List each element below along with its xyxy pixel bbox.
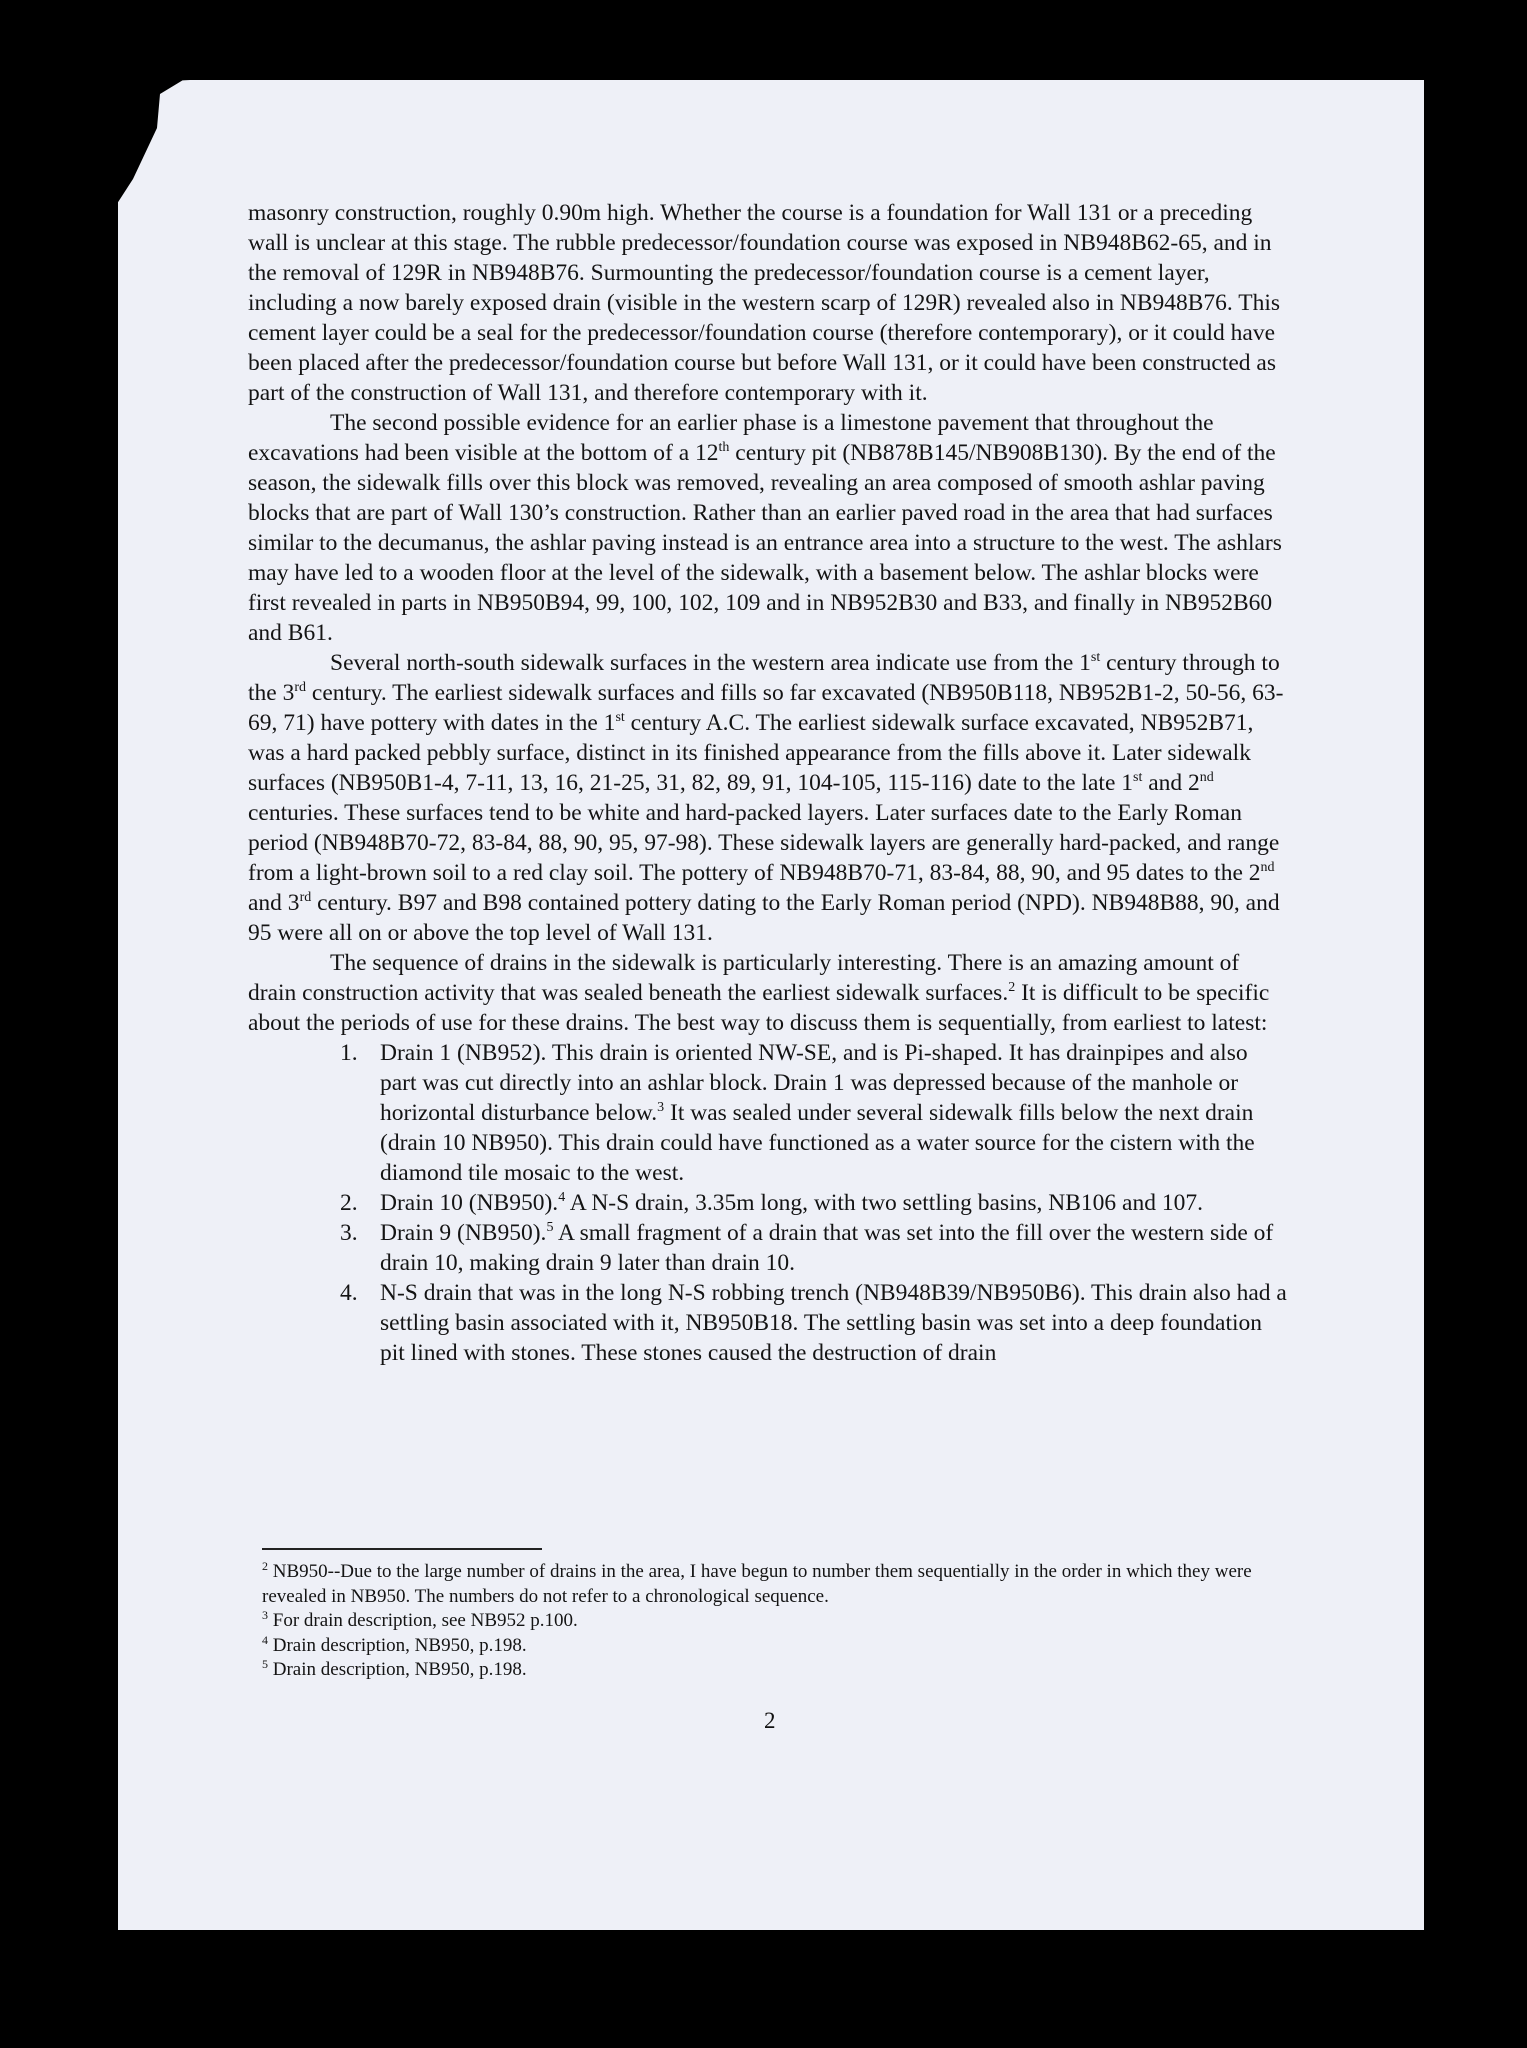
footnotes	[262, 1560, 1282, 1683]
paragraph-2: The second possible evidence for an earlier phase is a limestone pavement that throughout the excavations had been visible at the bottom of a 12th century pit (NB878B145/NB908B130). By the end of the season, the sidewalk fills over this block was removed, revealing an area composed of smooth ashlar paving blocks that are part of Wall 130’s construction. Rather than an earlier paved road in the area that had surfaces similar to the decumanus, the ashlar paving instead is an entrance area into a structure to the west. The ashlars may have led to a wooden floor at the level of the sidewalk, with a basement below. The ashlar blocks were first revealed in parts in NB950B94, 99, 100, 102, 109 and in NB952B30 and B33, and finally in NB952B60 and B61.	[248, 410, 1282, 646]
page-number: 2	[764, 1708, 776, 1733]
list-item: 1. Drain 1 (NB952). This drain is oriented NW-SE, and is Pi-shaped. It has drainpipes and also part was cut directly into an ashlar block. Drain 1 was depressed because of the manhole or horizontal disturbance below.$^3$ It was sealed under several sidewalk fills below the next drain (drain 10 NB950). This drain could have functioned as a water source for the cistern with the diamond tile mosaic to the west.	[340, 1040, 1255, 1186]
footnote: $^3$ For drain description, see NB952 p.100.	[262, 1608, 578, 1631]
paragraph-1: masonry construction, roughly 0.90m high. Whether the course is a foundation for Wall 131 or a preceding wall is unclear at this stage. The rubble predecessor/foundation course was exposed in NB948B62-65, and in the removal of 129R in NB948B76. Surmounting the predecessor/foundation course is a cement layer, including a now barely exposed drain (visible in the western scarp of 129R) revealed also in NB948B76. This cement layer could be a seal for the predecessor/foundation course (therefore contemporary), or it could have been placed after the predecessor/foundation course but before Wall 131, or it could have been constructed as part of the construction of Wall 131, and therefore contemporary with it.	[248, 200, 1281, 406]
footnote: $^5$ Drain description, NB950, p.198.	[262, 1657, 527, 1680]
list-item: 3. Drain 9 (NB950).$^5$ A small fragment of a drain that was set into the fill over the western side of drain 10, making drain 9 later than drain 10.	[340, 1220, 1274, 1276]
paragraph-4: The sequence of drains in the sidewalk is particularly interesting. There is an amazing amount of drain construction activity that was sealed beneath the earliest sidewalk surfaces.$^2$ It is difficult to be specific about the periods of use for these drains. The best way to discuss them is sequentially, from earliest to latest:	[248, 950, 1270, 1036]
list-item: 4. N-S drain that was in the long N-S robbing trench (NB948B39/NB950B6). This drain also had a settling basin associated with it, NB950B18. The settling basin was set into a deep foundation pit lined with stones. These stones caused the destruction of drain	[340, 1280, 1287, 1366]
paragraph-3: Several north-south sidewalk surfaces in the western area indicate use from the 1st century through to the 3rd century. The earliest sidewalk surfaces and fills so far excavated (NB950B118, NB952B1-2, 50-56, 63-69, 71) have pottery with dates in the 1st century A.C. The earliest sidewalk surface excavated, NB952B71, was a hard packed pebbly surface, distinct in its finished appearance from the fills above it. Later sidewalk surfaces (NB950B1-4, 7-11, 13, 16, 21-25, 31, 82, 89, 91, 104-105, 115-116) date to the late 1st and 2nd centuries. These surfaces tend to be white and hard-packed layers. Later surfaces date to the Early Roman period (NB948B70-72, 83-84, 88, 90, 95, 97-98). These sidewalk layers are generally hard-packed, and range from a light-brown soil to a red clay soil. The pottery of NB948B70-71, 83-84, 88, 90, and 95 dates to the 2nd and 3rd century. B97 and B98 contained pottery dating to the Early Roman period (NPD). NB948B88, 90, and 95 were all on or above the top level of Wall 131.	[248, 650, 1284, 946]
document-body	[248, 198, 1288, 1368]
footnote-divider	[262, 1548, 542, 1550]
list-item: 2. Drain 10 (NB950).$^4$ A N-S drain, 3.35m long, with two settling basins, NB106 and 107.	[340, 1190, 1203, 1216]
footnote: $^4$ Drain description, NB950, p.198.	[262, 1632, 527, 1656]
drain-list	[248, 1038, 1288, 1368]
footnote: $^2$ NB950--Due to the large number of drains in the area, I have begun to number them sequentially in the order in which they were revealed in NB950. The numbers do not refer to a chronological sequence.	[262, 1559, 1252, 1607]
